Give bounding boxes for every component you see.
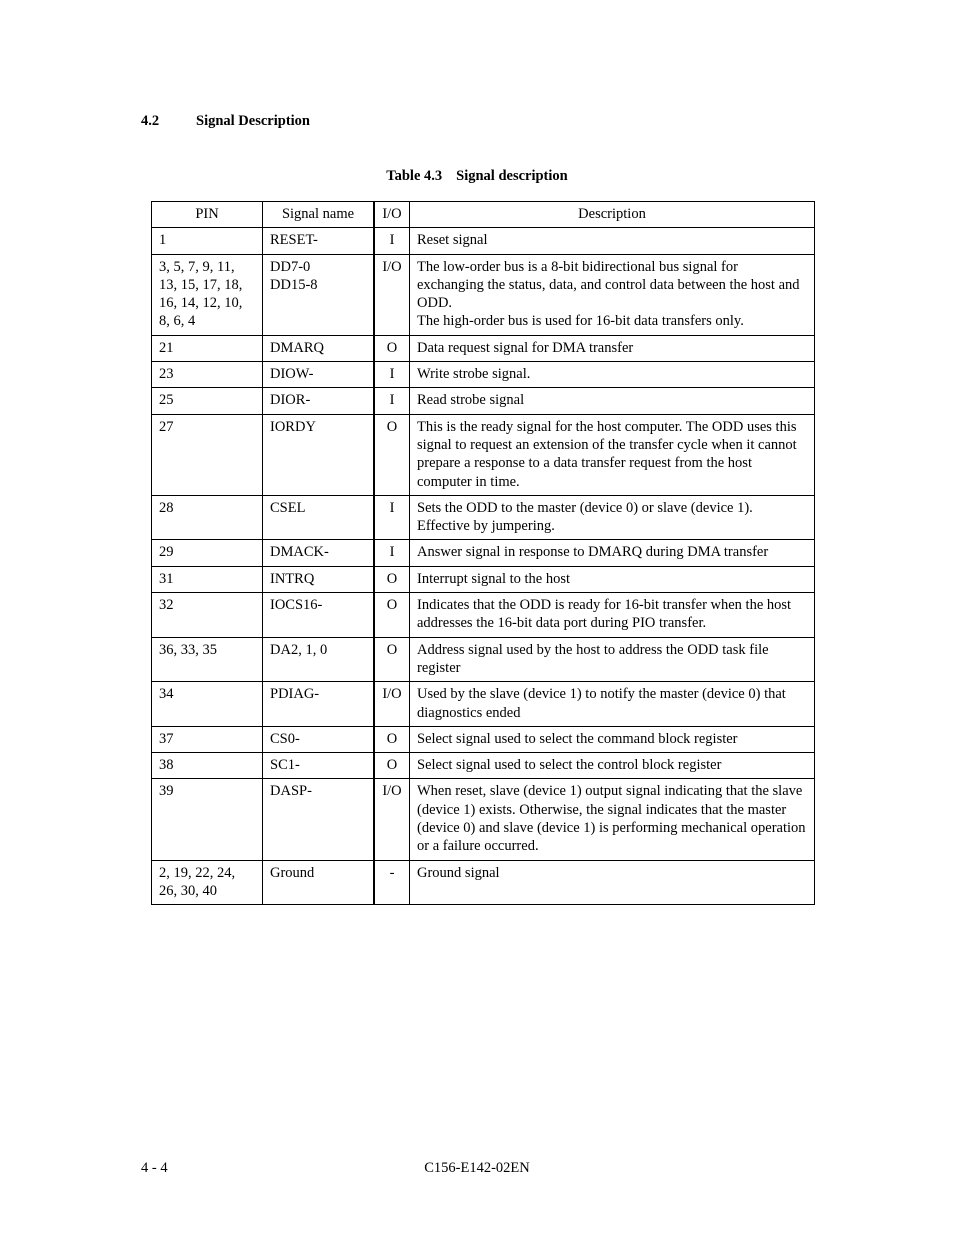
cell-io: I/O — [374, 779, 410, 860]
table-row — [152, 362, 815, 388]
cell-pin: 3, 5, 7, 9, 11, 13, 15, 17, 18, 16, 14, 12, 10, 8, 6, 4 — [152, 254, 263, 335]
cell-signal-name: DIOW- — [263, 362, 375, 388]
cell-description: Indicates that the ODD is ready for 16-bit transfer when the host addresses the 16-bit data port during PIO transfer. — [410, 593, 815, 638]
cell-pin: 38 — [152, 753, 263, 779]
cell-signal-name: RESET- — [263, 228, 375, 254]
cell-signal-name: CSEL — [263, 495, 375, 540]
cell-pin: 29 — [152, 540, 263, 566]
cell-pin: 27 — [152, 414, 263, 495]
table-row — [152, 495, 815, 540]
table-row — [152, 637, 815, 682]
table-row — [152, 726, 815, 752]
cell-description: Answer signal in response to DMARQ during DMA transfer — [410, 540, 815, 566]
page-number: 4 - 4 — [141, 1160, 168, 1176]
cell-signal-name: IOCS16- — [263, 593, 375, 638]
cell-io: - — [374, 860, 410, 905]
cell-pin: 34 — [152, 682, 263, 727]
cell-pin: 25 — [152, 388, 263, 414]
cell-description: Sets the ODD to the master (device 0) or slave (device 1). Effective by jumpering. — [410, 495, 815, 540]
cell-description: Data request signal for DMA transfer — [410, 335, 815, 361]
cell-description: Read strobe signal — [410, 388, 815, 414]
cell-signal-name: DD7-0 DD15-8 — [263, 254, 375, 335]
cell-io: O — [374, 414, 410, 495]
cell-io: O — [374, 566, 410, 592]
cell-io: O — [374, 593, 410, 638]
cell-pin: 1 — [152, 228, 263, 254]
header-io: I/O — [374, 202, 410, 228]
cell-description: This is the ready signal for the host computer. The ODD uses this signal to request an extension of the transfer cycle when it cannot prepare a response to a data transfer request from the host computer in time. — [410, 414, 815, 495]
cell-io: O — [374, 335, 410, 361]
cell-io: I — [374, 540, 410, 566]
cell-description: Interrupt signal to the host — [410, 566, 815, 592]
cell-description: Select signal used to select the control block register — [410, 753, 815, 779]
cell-pin: 37 — [152, 726, 263, 752]
table-row — [152, 540, 815, 566]
cell-signal-name: SC1- — [263, 753, 375, 779]
cell-description: Ground signal — [410, 860, 815, 905]
table-row — [152, 566, 815, 592]
cell-signal-name: DIOR- — [263, 388, 375, 414]
cell-io: O — [374, 753, 410, 779]
cell-signal-name: PDIAG- — [263, 682, 375, 727]
table-row — [152, 228, 815, 254]
table-row — [152, 860, 815, 905]
header-description: Description — [410, 202, 815, 228]
cell-signal-name: DMARQ — [263, 335, 375, 361]
cell-description: The low-order bus is a 8-bit bidirectional bus signal for exchanging the status, data, and control data between the host and ODD. The high-order bus is used for 16-bit data transfers only. — [410, 254, 815, 335]
table-row — [152, 388, 815, 414]
table-row — [152, 753, 815, 779]
table-row — [152, 593, 815, 638]
cell-signal-name: INTRQ — [263, 566, 375, 592]
table-row — [152, 254, 815, 335]
cell-signal-name: DASP- — [263, 779, 375, 860]
table-caption — [0, 168, 954, 185]
table-row — [152, 682, 815, 727]
document-id: C156-E142-02EN — [424, 1160, 530, 1176]
table-row — [152, 779, 815, 860]
cell-signal-name: IORDY — [263, 414, 375, 495]
section-heading — [141, 113, 310, 130]
signal-table — [151, 201, 815, 905]
cell-pin: 23 — [152, 362, 263, 388]
cell-pin: 21 — [152, 335, 263, 361]
cell-io: I/O — [374, 254, 410, 335]
header-pin: PIN — [152, 202, 263, 228]
cell-io: O — [374, 637, 410, 682]
cell-pin: 31 — [152, 566, 263, 592]
table-caption-label: Table 4.3 — [386, 168, 443, 184]
cell-description: Reset signal — [410, 228, 815, 254]
table-row — [152, 414, 815, 495]
table-row — [152, 335, 815, 361]
cell-pin: 36, 33, 35 — [152, 637, 263, 682]
cell-signal-name: Ground — [263, 860, 375, 905]
cell-description: Select signal used to select the command block register — [410, 726, 815, 752]
table-header-row — [152, 202, 815, 228]
cell-pin: 39 — [152, 779, 263, 860]
section-title: Signal Description — [196, 113, 310, 129]
cell-description: Write strobe signal. — [410, 362, 815, 388]
cell-description: Used by the slave (device 1) to notify the master (device 0) that diagnostics ended — [410, 682, 815, 727]
cell-signal-name: CS0- — [263, 726, 375, 752]
table-body — [152, 228, 815, 905]
table-caption-title: Signal description — [456, 168, 568, 184]
cell-pin: 32 — [152, 593, 263, 638]
section-number: 4.2 — [141, 113, 160, 129]
cell-io: I/O — [374, 682, 410, 727]
cell-io: I — [374, 228, 410, 254]
cell-io: I — [374, 495, 410, 540]
cell-io: I — [374, 362, 410, 388]
header-signal-name: Signal name — [263, 202, 375, 228]
cell-description: Address signal used by the host to address the ODD task file register — [410, 637, 815, 682]
cell-pin: 28 — [152, 495, 263, 540]
cell-io: O — [374, 726, 410, 752]
cell-pin: 2, 19, 22, 24, 26, 30, 40 — [152, 860, 263, 905]
cell-signal-name: DMACK- — [263, 540, 375, 566]
cell-io: I — [374, 388, 410, 414]
cell-description: When reset, slave (device 1) output signal indicating that the slave (device 1) exists. Otherwise, the signal indicates that the master (device 0) and slave (device 1) is performing mechanical operation or a failure occurred. — [410, 779, 815, 860]
cell-signal-name: DA2, 1, 0 — [263, 637, 375, 682]
